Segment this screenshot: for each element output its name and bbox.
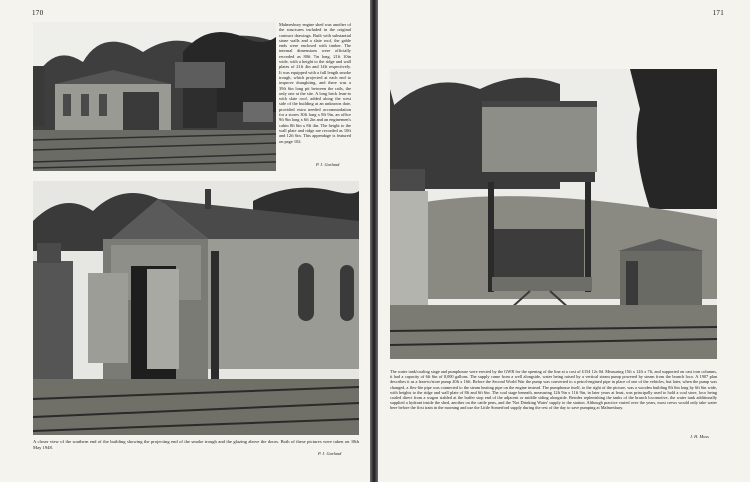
photo-credit-top: P. J. Garland — [316, 162, 340, 167]
engine-shed-description: Malmesbury engine shed was another of the structures included in the original contract drawings. Built with substantial stone walls and a slate roof, the gable ends were enclosed with timber. The internal dimensions were officially recorded as 80ft 7in long, 21ft 10in wide, with a height to the ridge and wall plates of 21ft 4in and 14ft respectively. It was equipped with a full length smoke trough, which projected at each end to improve draughting, and there was a 39ft 6in long pit between the rails, the only one at the site. A long brick lean-to with slate roof, added along the west side of the building at an unknown date, provided extra needed accommodation for a stores 30ft long x 8ft 9in, an office 9ft 9in long x 6ft 2in and an enginemen's cabin 8ft 6in x 8ft 4in. The height to the wall plate and ridge are recorded as 10ft and 12ft 6in. This appendage is featured on page 102. — [279, 22, 352, 144]
water-tank-photo — [390, 69, 717, 359]
page-number-left: 170 — [32, 9, 44, 17]
left-page — [0, 0, 370, 482]
water-tank-caption: The water tank/coaling stage and pumphouse were erected by the GWR for the opening of the line at a cost of £154 12s 0d. Measuring 15ft x 12ft x 7ft, and supported on cast iron columns, it had a capacity of 6ft 6in of 8,000 gallons. The supply came from a well alongside, water being raised by a vertical steam pump powered by steam from the branch loco. A 1907 plan describes it as a lean-to/store pump 20ft x 16ft. Before the Second World War the pump was converted to a petrol-engined pipe in place of one of the vehicles, but later, when the pump was changed, a flex-lite pipe was connected to the steam heating pipe on the engine instead. The pumphouse itself, to the right of the picture, was a wooden building 8ft 6in long by 6ft 6in wide, with heights to the ridge and wall plate of 8ft and 6ft 6in. The coal stage beneath, measuring 12ft 9in x 11ft 9in, in later years at least, was principally used to hold a coal store, loco being coaled direct from a wagon stabled at the buffer stop end of the adjacent or middle siding alongside. Besides replenishing the tanks of the branch locomotive, the water tank additionally supplied a hydrant inside the shed, another on the cattle pens, and the 'Not Drinking Water' supply to the station. Although practice varied over the years, most crews would only take water here before the first train in the morning and use the Little Somerford supply during the rest of the day to save pumping at Malmesbury. — [390, 369, 717, 411]
right-page — [378, 0, 750, 482]
photo-credit-bottom: P. J. Garland — [318, 451, 342, 456]
engine-shed-photo — [33, 22, 276, 171]
photo-credit-right: J. H. Moss — [690, 434, 709, 439]
shed-closeup-photo — [33, 181, 359, 435]
closeup-caption: A closer view of the southern end of the building showing the projecting end of the smoke trough and the glazing above the doors. Both of these pictures were taken on 18th May 1948. — [33, 439, 359, 450]
book-gutter — [370, 0, 378, 482]
page-number-right: 171 — [712, 9, 724, 17]
